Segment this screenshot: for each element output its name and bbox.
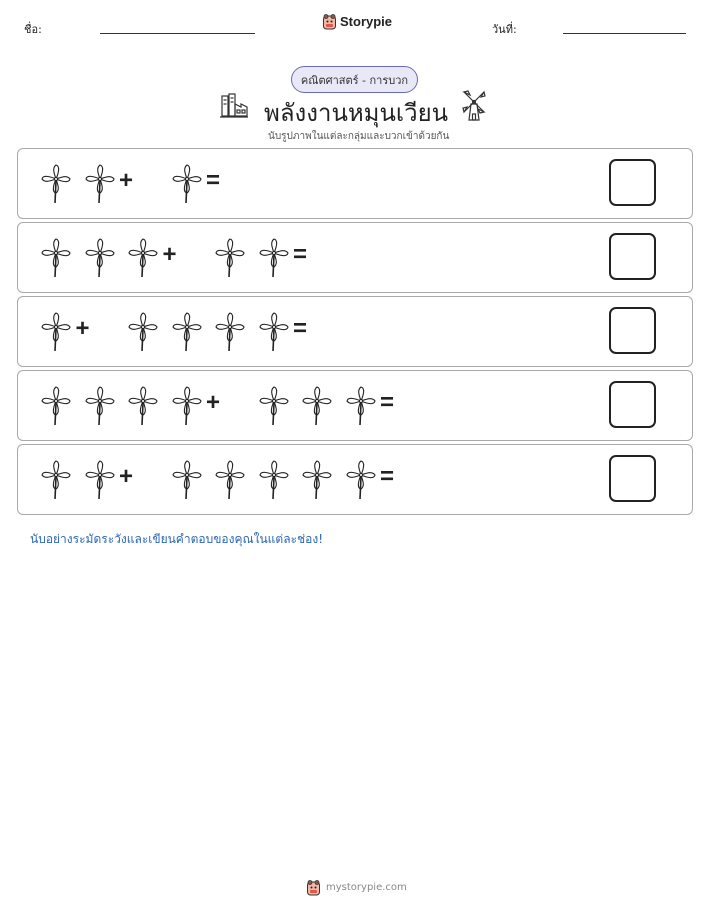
answer-box[interactable] bbox=[609, 455, 656, 502]
plus-sign: + bbox=[119, 167, 134, 194]
date-label: วันที่: bbox=[492, 23, 517, 36]
pinwheel-icon bbox=[127, 309, 159, 353]
pinwheel-icon bbox=[258, 457, 290, 501]
windmill-icon bbox=[460, 90, 488, 126]
pinwheel-icon bbox=[40, 383, 72, 427]
subject-badge: คณิตศาสตร์ - การบวก bbox=[291, 66, 418, 93]
pinwheel-icon bbox=[40, 235, 72, 279]
pinwheel-icon bbox=[84, 457, 116, 501]
pinwheel-icon bbox=[301, 383, 333, 427]
equals-sign: = bbox=[293, 315, 308, 342]
footer bbox=[306, 879, 407, 896]
plus-sign: + bbox=[75, 315, 90, 342]
pinwheel-icon bbox=[40, 309, 72, 353]
problem-row bbox=[17, 370, 693, 441]
name-label: ชื่อ: bbox=[24, 23, 42, 36]
storypie-mascot-icon bbox=[306, 879, 321, 896]
problem-row bbox=[17, 444, 693, 515]
problem-row bbox=[17, 222, 693, 293]
pinwheel-icon bbox=[301, 457, 333, 501]
pinwheel-icon bbox=[127, 235, 159, 279]
pinwheel-icon bbox=[127, 383, 159, 427]
pinwheel-icon bbox=[84, 383, 116, 427]
pinwheel-icon bbox=[171, 383, 203, 427]
plus-sign: + bbox=[162, 241, 177, 268]
pinwheel-icon bbox=[171, 457, 203, 501]
pinwheel-icon bbox=[84, 161, 116, 205]
equals-sign: = bbox=[293, 241, 308, 268]
answer-box[interactable] bbox=[609, 381, 656, 428]
worksheet-title: พลังงานหมุนเวียน bbox=[264, 99, 449, 127]
pinwheel-icon bbox=[258, 235, 290, 279]
name-line bbox=[100, 33, 255, 34]
pinwheel-icon bbox=[214, 309, 246, 353]
brand-logo bbox=[322, 13, 392, 30]
footer-url: mystorypie.com bbox=[326, 882, 407, 893]
plus-sign: + bbox=[206, 389, 221, 416]
answer-box[interactable] bbox=[609, 233, 656, 280]
pinwheel-icon bbox=[84, 235, 116, 279]
worksheet-subtitle: นับรูปภาพในแต่ละกลุ่มและบวกเข้าด้วยกัน bbox=[268, 131, 450, 142]
pinwheel-icon bbox=[214, 235, 246, 279]
instruction-text: นับอย่างระมัดระวังและเขียนคำตอบของคุณในแต่ละช่อง! bbox=[30, 532, 324, 546]
pinwheel-icon bbox=[171, 309, 203, 353]
answer-box[interactable] bbox=[609, 159, 656, 206]
problem-row bbox=[17, 148, 693, 219]
pinwheel-icon bbox=[214, 457, 246, 501]
answer-box[interactable] bbox=[609, 307, 656, 354]
brand-name: Storypie bbox=[340, 14, 393, 29]
plus-sign: + bbox=[119, 463, 134, 490]
equals-sign: = bbox=[206, 167, 221, 194]
date-line bbox=[563, 33, 686, 34]
pinwheel-icon bbox=[345, 457, 377, 501]
storypie-mascot-icon bbox=[322, 13, 337, 30]
pinwheel-icon bbox=[171, 161, 203, 205]
factory-icon bbox=[219, 92, 249, 124]
equals-sign: = bbox=[380, 463, 395, 490]
pinwheel-icon bbox=[40, 161, 72, 205]
problem-row bbox=[17, 296, 693, 367]
pinwheel-icon bbox=[258, 383, 290, 427]
equals-sign: = bbox=[380, 389, 395, 416]
pinwheel-icon bbox=[345, 383, 377, 427]
pinwheel-icon bbox=[258, 309, 290, 353]
pinwheel-icon bbox=[40, 457, 72, 501]
